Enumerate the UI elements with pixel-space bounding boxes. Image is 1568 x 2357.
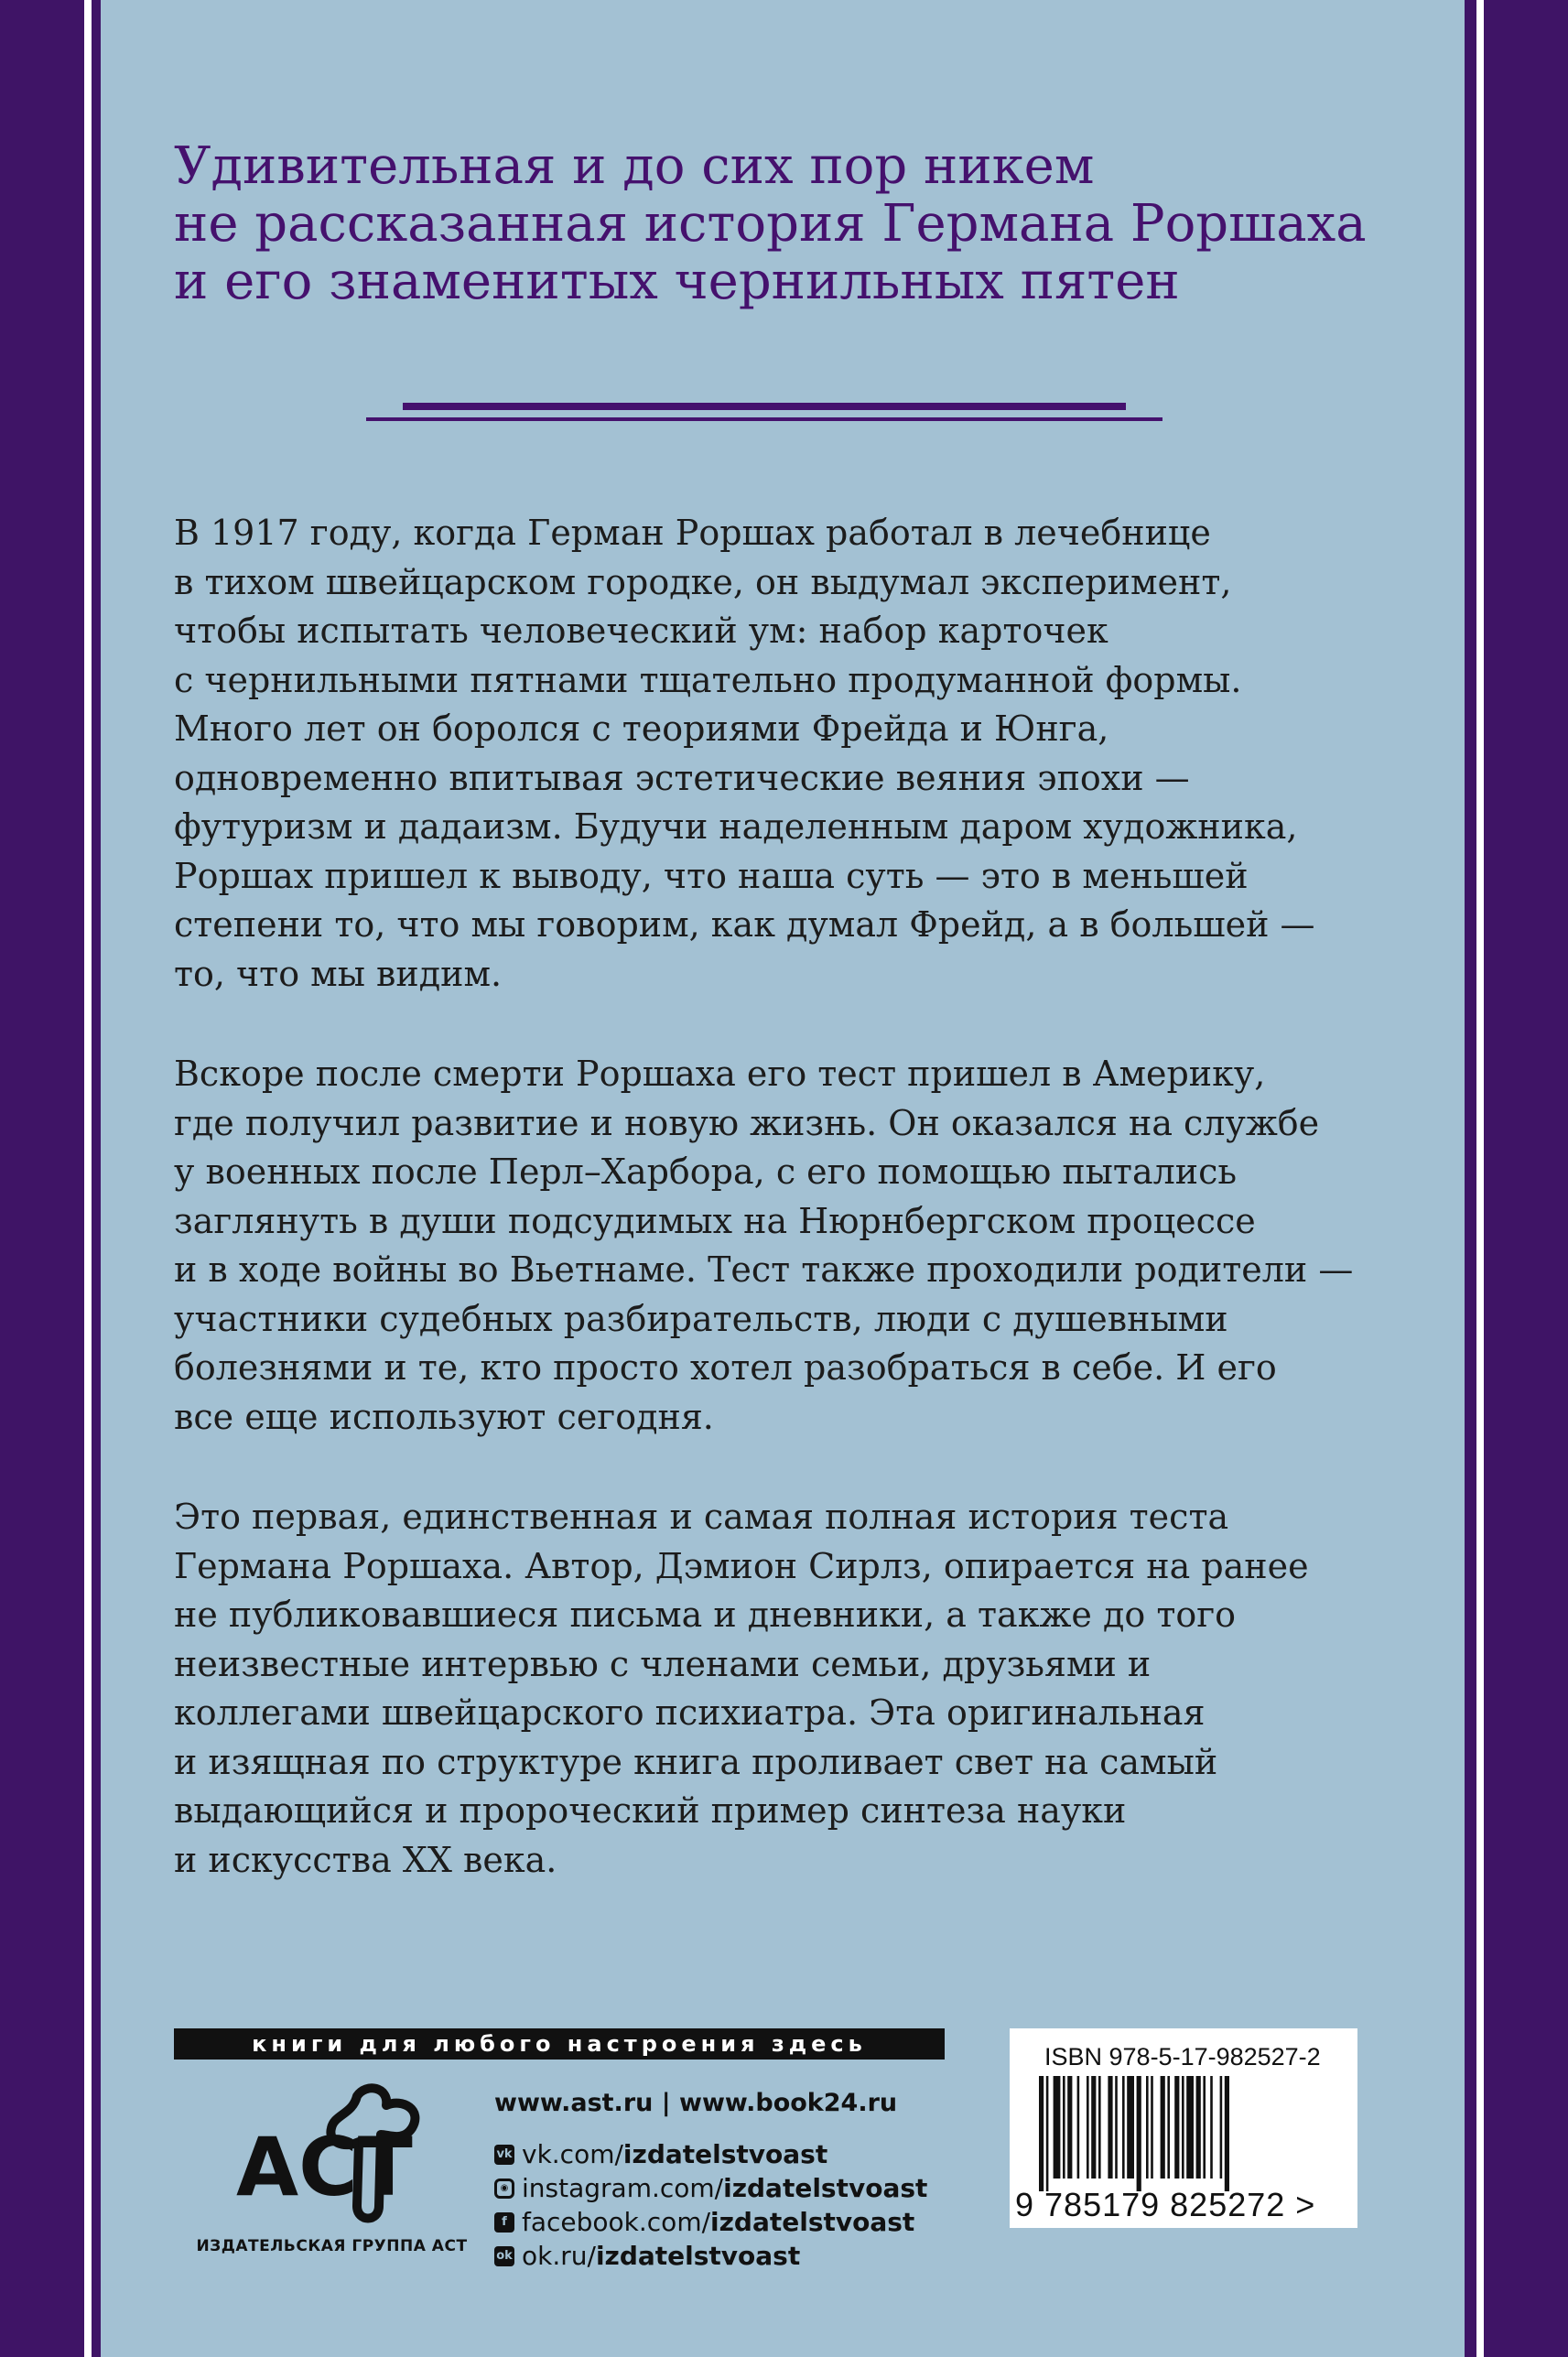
odnoklassniki-icon: ok — [494, 2246, 514, 2266]
text-line: футуризм и дадаизм. Будучи наделенным даром художника, — [174, 806, 1298, 847]
text-line: Германа Роршаха. Автор, Дэмион Сирлз, опирается на ранее — [174, 1545, 1309, 1586]
vk-icon: vk — [494, 2145, 514, 2165]
websites[interactable]: www.ast.ru | www.book24.ru — [494, 2089, 898, 2117]
text-line: В 1917 году, когда Герман Роршах работал в лечебнице — [174, 513, 1211, 553]
social-handle: izdatelstvoast — [723, 2173, 928, 2203]
text-line: степени то, что мы говорим, как думал Фрейд, а в большей — — [174, 904, 1315, 945]
text-line: коллегами швейцарского психиатра. Эта оригинальная — [174, 1692, 1206, 1733]
barcode-bar — [1087, 2076, 1089, 2179]
instagram-icon: ◉ — [494, 2179, 514, 2199]
barcode-bar — [1174, 2076, 1179, 2179]
isbn-label: ISBN 978-5-17-982527-2 — [1044, 2043, 1321, 2070]
text-line: все еще используют сегодня. — [174, 1396, 714, 1437]
facebook-icon: f — [494, 2212, 514, 2233]
barcode-bar — [1225, 2076, 1229, 2191]
slogan-banner: книги для любого настроения здесь — [174, 2028, 945, 2060]
social-link-instagram[interactable] — [494, 2171, 927, 2205]
barcode-bar — [1098, 2076, 1101, 2179]
barcode-bar — [1167, 2076, 1170, 2179]
barcode-bar — [1151, 2076, 1153, 2179]
paragraph-2 — [174, 1050, 1382, 1442]
barcode-bar — [1186, 2076, 1194, 2179]
barcode-bar — [1091, 2076, 1096, 2179]
text-line: Роршах пришел к выводу, что наша суть — это в меньшей — [174, 855, 1249, 896]
divider-thick — [403, 403, 1126, 410]
barcode-bar — [1122, 2076, 1125, 2179]
social-link-ok[interactable] — [494, 2239, 927, 2273]
text-line: то, что мы видим. — [174, 953, 503, 994]
barcode-bar — [1108, 2076, 1112, 2179]
text-line: Это первая, единственная и самая полная история теста — [174, 1497, 1229, 1537]
barcode-bar — [1077, 2076, 1080, 2179]
barcode-bar — [1182, 2076, 1184, 2179]
headline — [174, 137, 1410, 310]
barcode-bar — [1220, 2076, 1223, 2179]
text-line: болезнями и те, кто просто хотел разобраться в себе. И его — [174, 1347, 1277, 1388]
text-line: заглянуть в души подсудимых на Нюрнбергском процессе — [174, 1200, 1256, 1241]
social-prefix: ok.ru/ — [522, 2241, 596, 2271]
social-link-vk[interactable] — [494, 2137, 927, 2171]
text-line: Много лет он боролся с теориями Фрейда и Юнга, — [174, 708, 1109, 749]
barcode-bar — [1054, 2076, 1061, 2179]
text-line: не публиковавшиеся письма и дневники, а также до того — [174, 1595, 1237, 1635]
barcode-bar — [1196, 2076, 1201, 2179]
text-line: где получил развитие и новую жизнь. Он оказался на службе — [174, 1102, 1320, 1143]
barcode-bar — [1161, 2076, 1165, 2179]
text-line: одновременно впитывая эстетические веяния эпохи — — [174, 757, 1190, 798]
publisher-caption: ИЗДАТЕЛЬСКАЯ ГРУППА АСТ — [196, 2237, 468, 2255]
barcode-bar — [1137, 2076, 1141, 2191]
text-line: с чернильными пятнами тщательно продуманной формы. — [174, 659, 1242, 700]
social-prefix: vk.com/ — [522, 2139, 623, 2169]
text-line: у военных после Перл–Харбора, с его помощью пытались — [174, 1151, 1238, 1192]
headline-line: Удивительная и до сих пор никем — [174, 136, 1095, 196]
social-link-facebook[interactable] — [494, 2205, 927, 2239]
text-line: Вскоре после смерти Роршаха его тест пришел в Америку, — [174, 1054, 1266, 1094]
barcode-bar — [1203, 2076, 1206, 2179]
isbn-block — [1010, 2028, 1357, 2228]
text-line: неизвестные интервью с членами семьи, друзьями и — [174, 1643, 1152, 1684]
ast-logo-icon — [220, 2078, 439, 2229]
text-line: участники судебных разбирательств, люди с душевными — [174, 1298, 1228, 1339]
social-handle: izdatelstvoast — [622, 2139, 828, 2169]
text-line: и в ходе войны во Вьетнаме. Тест также проходили родители — — [174, 1249, 1354, 1290]
social-prefix: instagram.com/ — [522, 2173, 724, 2203]
social-handle: izdatelstvoast — [710, 2207, 915, 2237]
barcode-icon — [1035, 2076, 1328, 2195]
barcode-bar — [1127, 2076, 1134, 2179]
text-line: чтобы испытать человеческий ум: набор карточек — [174, 611, 1108, 651]
social-prefix: facebook.com/ — [522, 2207, 711, 2237]
logo-text: ACT — [236, 2120, 413, 2214]
barcode-bar — [1210, 2076, 1213, 2179]
barcode-bar — [1063, 2076, 1065, 2179]
text-line: в тихом швейцарском городке, он выдумал эксперимент, — [174, 561, 1232, 602]
social-handle: izdatelstvoast — [595, 2241, 801, 2271]
right-border-line — [1476, 0, 1484, 2357]
text-line: и искусства XX века. — [174, 1839, 557, 1880]
paragraph-1 — [174, 509, 1382, 999]
isbn-digits: 9 785179 825272 > — [1015, 2186, 1316, 2223]
social-links — [494, 2137, 927, 2273]
blurb-text — [174, 509, 1382, 1936]
text-line: и изящная по структуре книга проливает свет на самый — [174, 1741, 1218, 1782]
barcode-bar — [1046, 2076, 1049, 2191]
barcode-bar — [1115, 2076, 1118, 2179]
barcode-bar — [1039, 2076, 1044, 2191]
headline-line: не рассказанная история Германа Роршаха — [174, 194, 1367, 254]
barcode-bar — [1146, 2076, 1149, 2179]
text-line: выдающийся и пророческий пример синтеза науки — [174, 1790, 1127, 1831]
headline-line: и его знаменитых чернильных пятен — [174, 252, 1180, 311]
paragraph-3 — [174, 1493, 1382, 1885]
barcode-bar — [1067, 2076, 1072, 2179]
divider-thin — [366, 417, 1162, 421]
left-border-line — [84, 0, 92, 2357]
